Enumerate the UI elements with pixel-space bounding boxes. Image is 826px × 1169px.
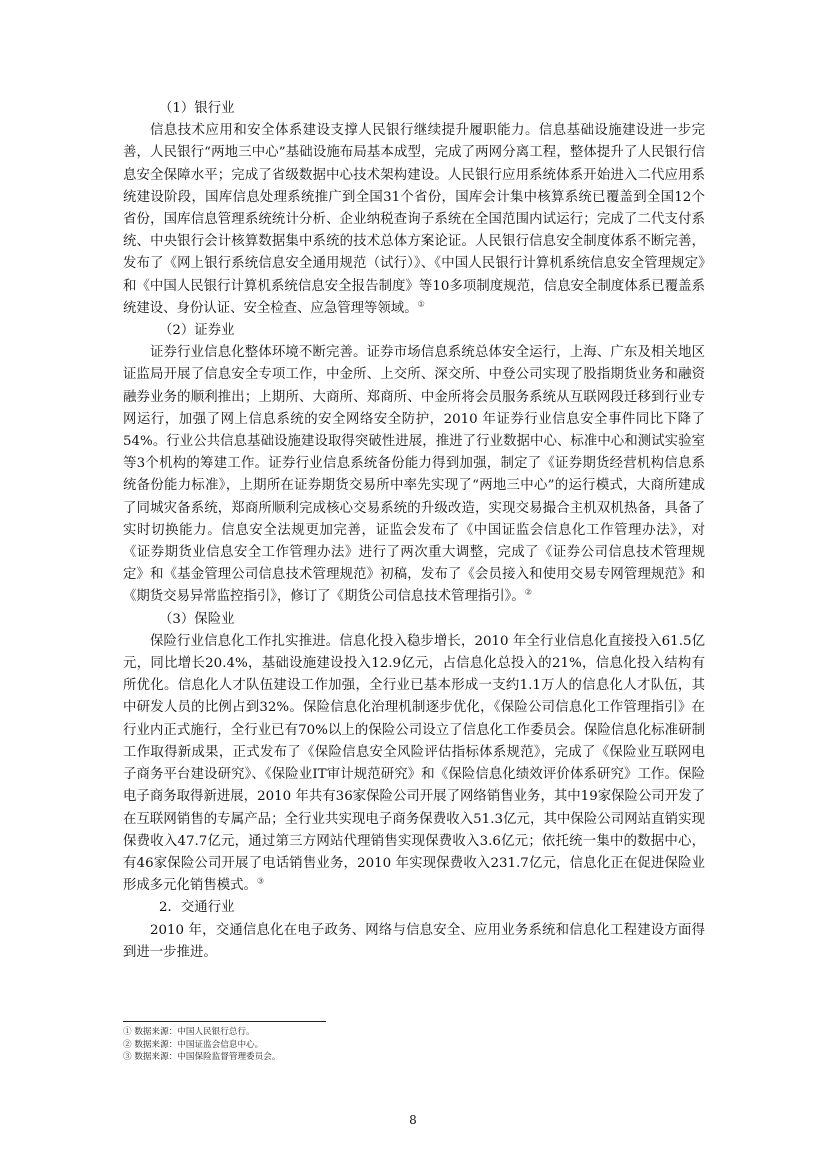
paragraph-banking (123, 120, 705, 320)
footnote-ref-2[interactable]: ② (524, 588, 532, 597)
section-heading-securities: （2）证券业 (159, 323, 235, 339)
paragraph-text: 保险行业信息化工作扎实推进。信息化投入稳步增长，2010 年全行业信息化直接投入61.5亿元，同比增长20.4%，基础设施建设投入12.9亿元，占信息化总投入的21%，信息化投入结构有所优化。信息化人才队伍建设工作加强，全行业已基本形成一支约1.1万人的信息化人才队伍，其中研发人员的比例占到32%。保险信息化治理机制逐步优化，《保险公司信息化工作管理指引》在行业内正式施行，全行业已有70%以上的保险公司设立了信息化工作委员会。保险信息化标准研制工作取得新成果，正式发布了《保险信息安全风险评估指标体系规范》，完成了《保险业互联网电子商务平台建设研究》、《保险业IT审计规范研究》和《保险信息化绩效评价体系研究》工作。保险电子商务取得新进展，2010 年共有36家保险公司开展了网络销售业务，其中19家保险公司开发了在互联网销售的专属产品；全行业共实现电子商务保费收入51.3亿元，其中保险公司网站直销实现保费收入47.7亿元，通过第三方网站代理销售实现保费收入3.6亿元；依托统一集中的数据中心，有46家保险公司开展了电话销售业务，2010 年实现保费收入231.7亿元，信息化正在促进保险业形成多元化销售模式。 (123, 633, 705, 894)
section-heading-banking: （1）银行业 (159, 101, 235, 116)
paragraph-text: 信息技术应用和安全体系建设支撑人民银行继续提升履职能力。信息基础设施建设进一步完善，人民银行“两地三中心”基础设施布局基本成型，完成了两网分离工程，整体提升了人民银行信息安全保障水平；完成了省级数据中心技术架构建设。人民银行应用系统体系开始进入二代应用系统建设阶段，国库信息处理系统推广到全国31个省份，国库会计集中核算系统已覆盖到全国12个省份，国库信息管理系统统计分析、企业纳税查询子系统在全国范围内试运行；完成了二代支付系统、中央银行会计核算数据集中系统的技术总体方案论证。人民银行信息安全制度体系不断完善，发布了《网上银行系统信息安全通用规范（试行）》、《中国人民银行计算机系统信息安全管理规定》和《中国人民银行计算机系统信息安全报告制度》等10多项制度规范，信息安全制度体系已覆盖系统建设、身份认证、安全检查、应急管理等领域。 (123, 123, 705, 316)
footnotes (123, 1026, 523, 1064)
footnote-3: ③ 数据来源：中国保险监督管理委员会。 (123, 1052, 281, 1063)
paragraph-transport (123, 920, 705, 964)
paragraph-insurance (123, 631, 705, 897)
footnote-separator (123, 1021, 326, 1022)
section-heading-insurance: （3）保险业 (159, 611, 235, 627)
paragraph-securities (123, 342, 705, 608)
footnote-ref-1[interactable]: ① (417, 299, 425, 309)
footnote-ref-3[interactable]: ③ (256, 876, 265, 886)
page-number: 8 (409, 1113, 417, 1127)
body-text (123, 98, 705, 964)
section-heading-transport: 2．交通行业 (159, 900, 235, 916)
paragraph-text: 证券行业信息化整体环境不断完善。证券市场信息系统总体安全运行，上海、广东及相关地区证监局开展了信息安全专项工作，中金所、上交所、深交所、中登公司实现了股指期货业务和融资融券业务的顺利推出；上期所、大商所、郑商所、中金所将会员服务系统从互联网段迁移到行业专网运行，加强了网上信息系统的安全网络安全防护，2010 年证券行业信息安全事件同比下降了54%。行业公共信息基础设施建设取得突破性进展，推进了行业数据中心、标准中心和测试实验室等3个机构的筹建工作。证券行业信息系统备份能力得到加强，制定了《证券期货经营机构信息系统备份能力标准》，上期所在证券期货交易所中率先实现了“两地三中心”的运行模式，大商所建成了同城灾备系统，郑商所顺利完成核心交易系统的升级改造，实现交易撮合主机双机热备，具备了实时切换能力。信息安全法规更加完善，证监会发布了《中国证监会信息化工作管理办法》，对《证券期货业信息安全工作管理办法》进行了两次重大调整，完成了《证券公司信息技术管理规定》和《基金管理公司信息技术管理规范》初稿，发布了《会员接入和使用交易专网管理规范》和《期货交易异常监控指引》，修订了《期货公司信息技术管理指引》。 (123, 345, 705, 605)
footnote-2: ② 数据来源：中国证监会信息中心。 (123, 1039, 264, 1050)
paragraph-text: 2010 年，交通信息化在电子政务、网络与信息安全、应用业务系统和信息化工程建设方面得到进一步推进。 (123, 922, 705, 960)
footnote-1: ① 数据来源：中国人民银行总行。 (123, 1027, 255, 1037)
